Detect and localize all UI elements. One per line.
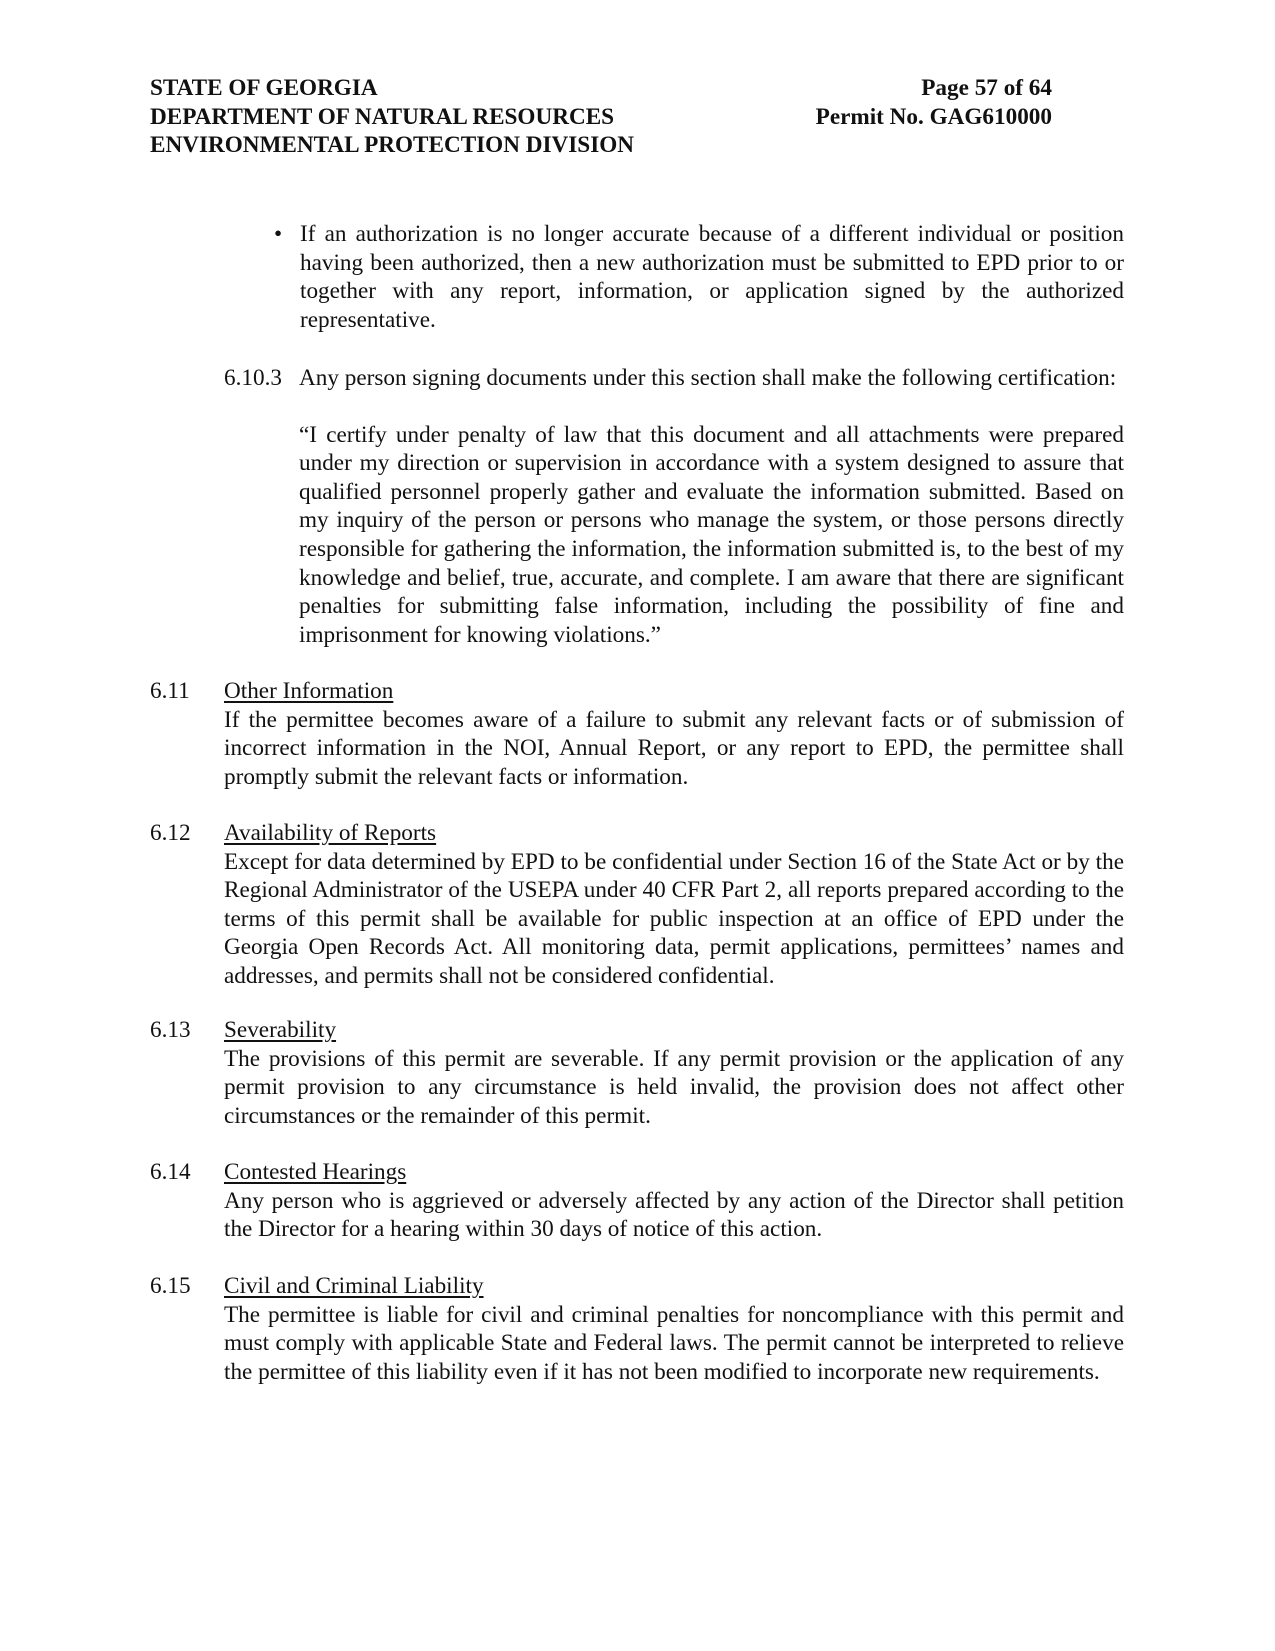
bullet-glyph: • [274, 221, 283, 247]
section-title: Contested Hearings [224, 1159, 407, 1185]
section-text: The provisions of this permit are severable. If any permit provision or the application of any permit provision to any circumstance is held invalid, the provision does not affect other circumstances or the remainder of this permit. [224, 1045, 1124, 1129]
section-text: The permittee is liable for civil and criminal penalties for noncompliance with this permit and must comply with applicable State and Federal laws. The permit cannot be interpreted to relieve the permittee of this liability even if it has not been modified to incorporate new requirements. [224, 1301, 1124, 1385]
page-header [150, 74, 1052, 160]
section-6-11 [150, 677, 1124, 791]
header-page-number: Page 57 of 64 [921, 75, 1052, 101]
header-division: ENVIRONMENTAL PROTECTION DIVISION [150, 132, 635, 159]
section-title: Severability [224, 1017, 337, 1043]
section-text: If the permittee becomes aware of a failure to submit any relevant facts or of submission of incorrect information in the NOI, Annual Report, or any report to EPD, the permittee shall promptly submit the relevant facts or information. [224, 706, 1124, 790]
subsection-text: Any person signing documents under this section shall make the following certification: [299, 365, 1117, 391]
section-6-15 [150, 1272, 1124, 1386]
section-6-13 [150, 1016, 1124, 1130]
section-text: Any person who is aggrieved or adversely affected by any action of the Director shall petition the Director for a hearing within 30 days of notice of this action. [224, 1187, 1124, 1243]
certification-quote: “I certify under penalty of law that this document and all attachments were prepared under my direction or supervision in accordance with a system designed to assure that qualified personnel properly gather and evaluate the information submitted. Based on my inquiry of the person or persons who manage the system, or those persons directly responsible for gathering the information, the information submitted is, to the best of my knowledge and belief, true, accurate, and complete. I am aware that there are significant penalties for submitting false information, including the possibility of fine and imprisonment for knowing violations.” [299, 421, 1124, 648]
section-number: 6.11 [150, 678, 190, 704]
section-number: 6.13 [150, 1017, 191, 1043]
section-number: 6.12 [150, 820, 191, 846]
header-row-3 [150, 131, 1052, 160]
header-row-1 [150, 74, 1052, 103]
subsection-number: 6.10.3 [224, 365, 282, 391]
section-title: Availability of Reports [224, 820, 437, 846]
bullet-text: If an authorization is no longer accurate because of a different individual or position having been authorized, then a new authorization must be submitted to EPD prior to or together with any report, information, or application signed by the authorized representative. [300, 221, 1124, 333]
subsection-6-10-3 [224, 364, 1124, 649]
header-department: DEPARTMENT OF NATURAL RESOURCES [150, 103, 615, 130]
header-state: STATE OF GEORGIA [150, 75, 378, 101]
section-number: 6.15 [150, 1273, 191, 1299]
bullet-item [274, 220, 1124, 334]
section-text: Except for data determined by EPD to be confidential under Section 16 of the State Act or by the Regional Administrator of the USEPA under 40 CFR Part 2, all reports prepared according to the terms of this permit shall be available for public inspection at an office of EPD under the Georgia Open Records Act. All monitoring data, permit applications, permittees’ names and addresses, and permits shall not be considered confidential. [224, 848, 1124, 989]
section-title: Civil and Criminal Liability [224, 1273, 484, 1299]
header-permit-number: Permit No. GAG610000 [815, 103, 1052, 130]
section-number: 6.14 [150, 1159, 191, 1185]
section-title: Other Information [224, 678, 394, 704]
section-6-14 [150, 1158, 1124, 1244]
section-6-12 [150, 819, 1124, 991]
header-row-2 [150, 103, 1052, 132]
